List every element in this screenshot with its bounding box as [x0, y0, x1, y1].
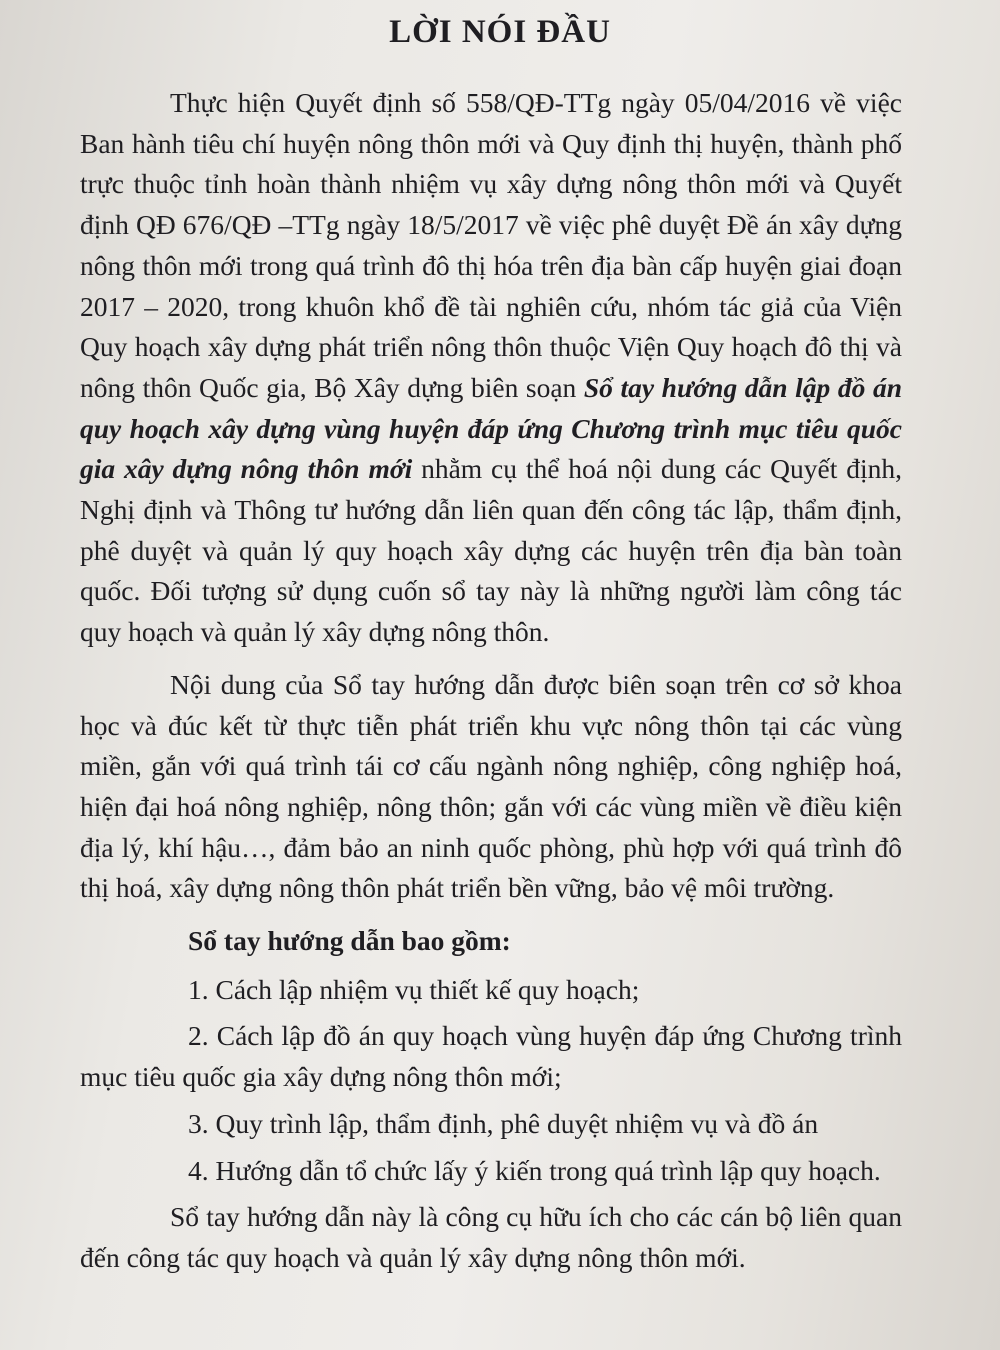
page-title: LỜI NÓI ĐẦU: [389, 14, 611, 50]
page-body: [80, 83, 902, 1291]
list-item-3: 3. Quy trình lập, thẩm định, phê duyệt nhiệm vụ và đồ án: [188, 1107, 819, 1139]
list-heading: Sổ tay hướng dẫn bao gồm:: [188, 925, 511, 957]
list-item-1: 1. Cách lập nhiệm vụ thiết kế quy hoạch;: [188, 973, 640, 1005]
paragraph-intro: [80, 83, 902, 653]
intro-text-start: Thực hiện Quyết định số 558/QĐ-TTg ngày 05/04/2016 về việc Ban hành tiêu chí huyện nông thôn mới và Quy định thị huyện, thành phố trực thuộc tỉnh hoàn thành nhiệm vụ xây dựng nông thôn mới và Quyết định QĐ 676/QĐ –TTg ngày 18/5/2017 về việc phê duyệt Đề án xây dựng nông thôn mới trong quá trình đô thị hóa trên địa bàn cấp huyện giai đoạn 2017 – 2020, trong khuôn khổ đề tài nghiên cứu, nhóm tác giả của Viện Quy hoạch xây dựng phát triển nông thôn thuộc Viện Quy hoạch đô thị và nông thôn Quốc gia, Bộ Xây dựng biên soạn: [80, 87, 902, 403]
intro-text-end: nhằm cụ thể hoá nội dung các Quyết định, Nghị định và Thông tư hướng dẫn liên quan đến công tác lập, thẩm định, phê duyệt và quản lý quy hoạch xây dựng các huyện trên địa bàn toàn quốc. Đối tượng sử dụng cuốn sổ tay này là những người làm công tác quy hoạch và quản lý xây dựng nông thôn.: [80, 453, 902, 648]
list-item-2: 2. Cách lập đồ án quy hoạch vùng huyện đáp ứng Chương trình mục tiêu quốc gia xây dựng nông thôn mới;: [80, 1020, 902, 1093]
handbook-title-emphasis: Sổ tay hướng dẫn lập đồ án quy hoạch xây dựng vùng huyện đáp ứng Chương trình mục tiêu quốc gia xây dựng nông thôn mới: [80, 371, 902, 485]
list-item-4: 4. Hướng dẫn tổ chức lấy ý kiến trong quá trình lập quy hoạch.: [188, 1154, 881, 1186]
paragraph-closing: Sổ tay hướng dẫn này là công cụ hữu ích cho các cán bộ liên quan đến công tác quy hoạch và quản lý xây dựng nông thôn mới.: [80, 1201, 902, 1273]
paragraph-content: Nội dung của Sổ tay hướng dẫn được biên soạn trên cơ sở khoa học và đúc kết từ thực tiễn phát triển khu vực nông thôn tại các vùng miền, gắn với quá trình tái cơ cấu ngành nông nghiệp, công nghiệp hoá, hiện đại hoá nông nghiệp, nông thôn; gắn với các vùng miền về điều kiện địa lý, khí hậu…, đảm bảo an ninh quốc phòng, phù hợp với quá trình đô thị hoá, xây dựng nông thôn phát triển bền vững, bảo vệ môi trường.: [80, 668, 902, 904]
